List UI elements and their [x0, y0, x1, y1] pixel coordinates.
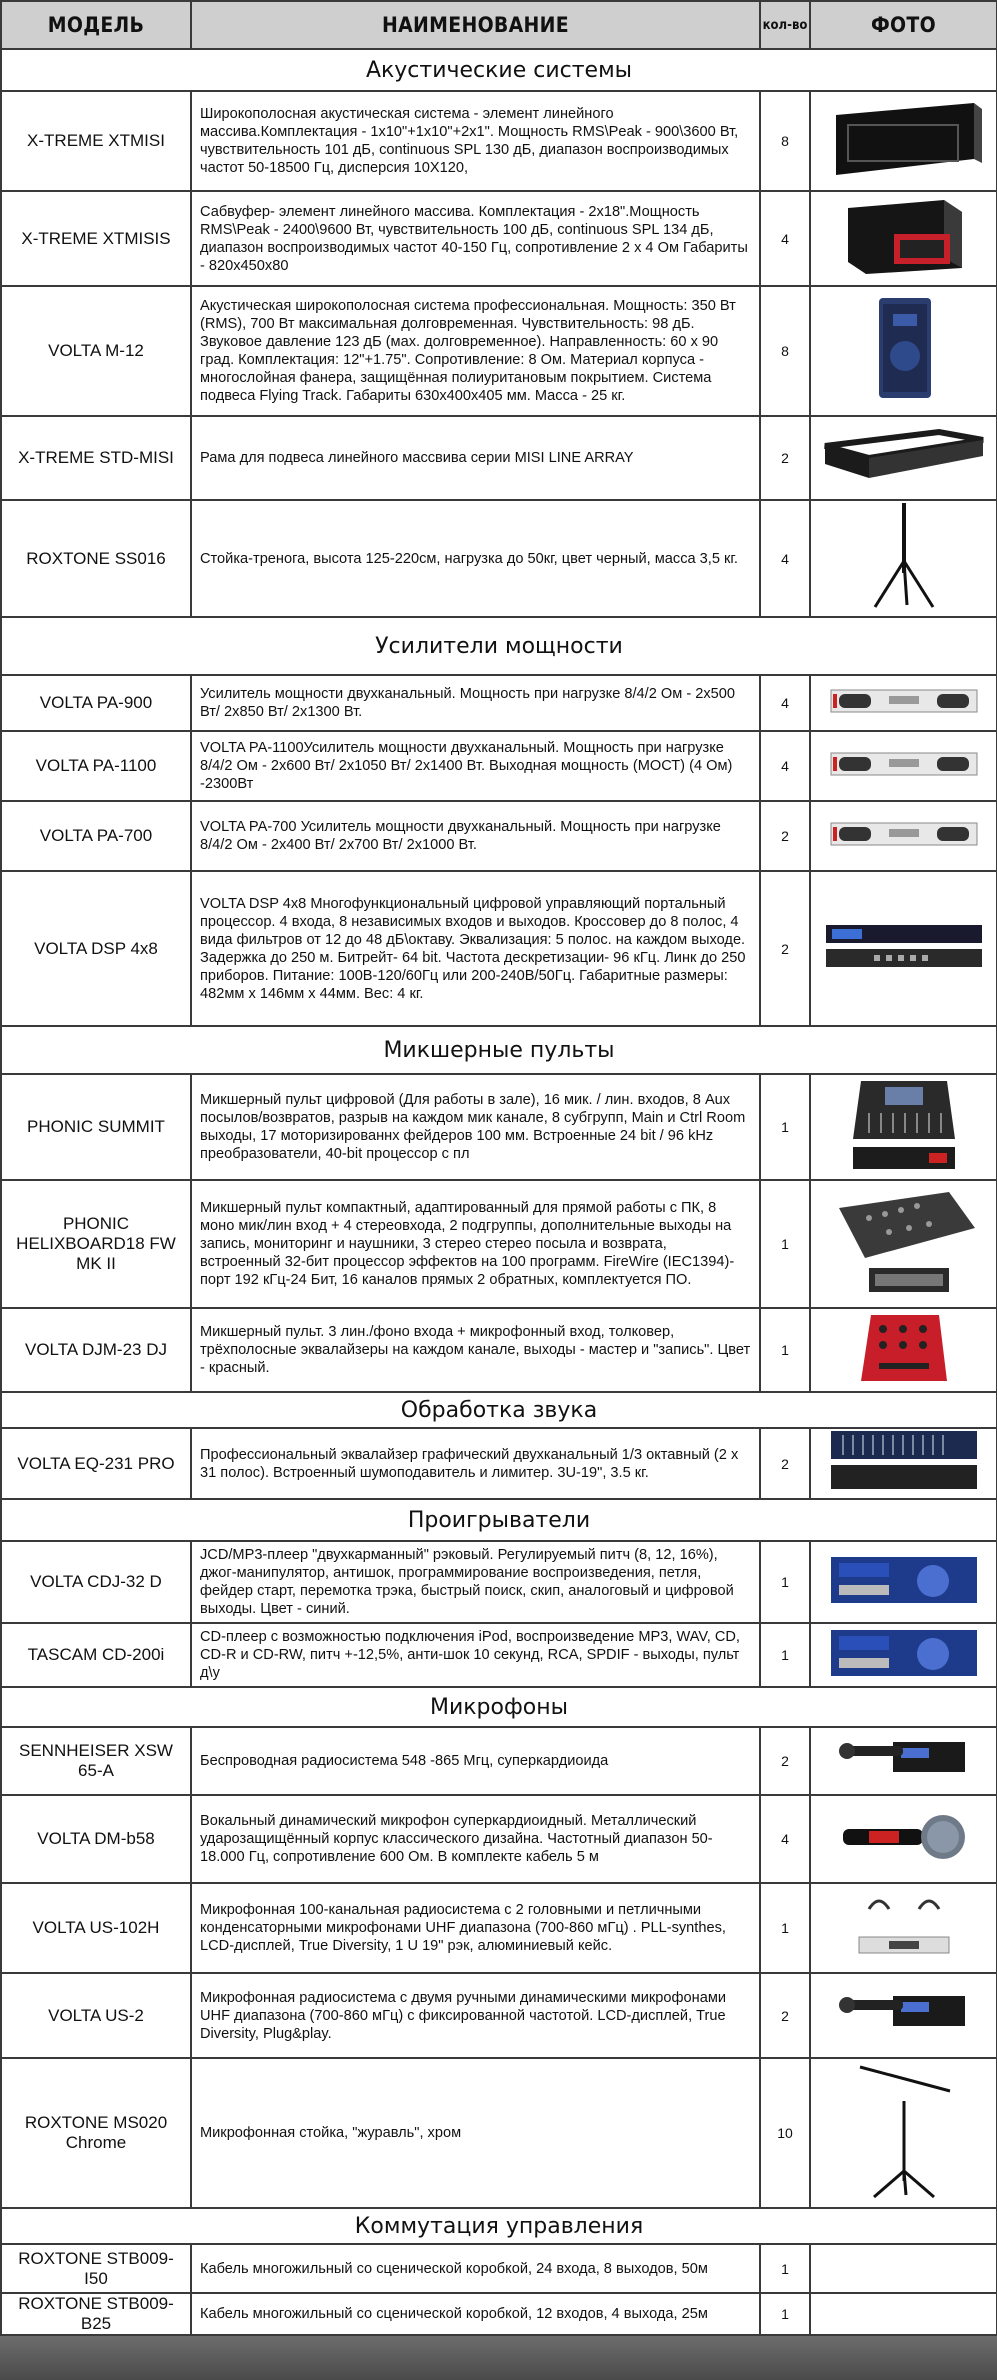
header-row — [1, 1, 997, 49]
qty-cell: 2 — [760, 1973, 810, 2058]
description-cell: Микшерный пульт компактный, адаптированный для прямой работы с ПК, 8 моно мик/лин вход + 4 стереовхода, 2 подгруппы, дополнительные выходы на запись, мониторинг и наушники, 3 стерео стерео посыла и возврата, встроенный 32-бит процессор эффектов на 100 программ. FireWire (IEC1394)-порт 192 кГц-24 Бит, 16 каналов прямых 2 обратных, комплектуется ПО. — [191, 1180, 760, 1308]
table-row — [1, 1623, 997, 1687]
header-photo: ФОТО — [810, 1, 997, 49]
qty-cell: 1 — [760, 2244, 810, 2293]
qty-cell: 2 — [760, 1428, 810, 1499]
model-cell: VOLTA PA-700 — [1, 801, 191, 871]
footer-bar — [0, 2336, 997, 2380]
model-cell: PHONIC SUMMIT — [1, 1074, 191, 1180]
qty-cell: 2 — [760, 801, 810, 871]
model-cell: VOLTA M-12 — [1, 286, 191, 416]
photo-cell — [810, 801, 997, 871]
description-cell: Профессиональный эквалайзер графический двухканальный 1/3 октавный (2 х 31 полос). Встроенный шумоподавитель и лимитер. 3U-19", 3.5 кг. — [191, 1428, 760, 1499]
description-cell: Акустическая широкополосная система профессиональная. Мощность: 350 Вт (RMS), 700 Вт максимальная долговременная. Чувствительность: 98 дБ. Звуковое давление 123 дБ (мах. долговременное). Направленность: 60 х 90 град. Комплектация: 12"+1.75". Сопротивление: 8 Ом. Материал корпуса - многослойная фанера, защищённая полиуритановым покрытием. Система подвеса Flying Track. Габариты 630х400х405 мм. Масса - 25 кг. — [191, 286, 760, 416]
wireless-mic-icon — [839, 1986, 969, 2045]
qty-cell: 2 — [760, 871, 810, 1026]
analog-mixer-icon — [829, 1188, 979, 1301]
qty-cell: 10 — [760, 2058, 810, 2208]
table-row — [1, 500, 997, 617]
wireless-mic-icon — [839, 1732, 969, 1791]
photo-cell — [810, 2058, 997, 2208]
section-row — [1, 1392, 997, 1428]
table-row — [1, 801, 997, 871]
model-cell: VOLTA PA-1100 — [1, 731, 191, 801]
table-row — [1, 1541, 997, 1623]
description-cell: VOLTA PA-1100Усилитель мощности двухканальный. Мощность при нагрузке 8/4/2 Ом - 2х600 Вт/ 2х1050 Вт/ 2х1400 Вт. Выходная мощность (МОСТ) (4 Ом) -2300Вт — [191, 731, 760, 801]
photo-cell — [810, 1074, 997, 1180]
table-row — [1, 1973, 997, 2058]
table-row — [1, 191, 997, 286]
qty-cell: 1 — [760, 1308, 810, 1392]
qty-cell: 1 — [760, 1180, 810, 1308]
model-cell: VOLTA CDJ-32 D — [1, 1541, 191, 1623]
table-row — [1, 1074, 997, 1180]
description-cell: Микшерный пульт. 3 лин./фоно входа + микрофонный вход, толковер, трёхполосные эквалайзеры на каждом канале, выходы - мастер и "запись". Цвет - красный. — [191, 1308, 760, 1392]
qty-cell: 4 — [760, 1795, 810, 1883]
qty-cell: 4 — [760, 191, 810, 286]
model-cell: PHONIC HELIXBOARD18 FW MK II — [1, 1180, 191, 1308]
photo-cell — [810, 1883, 997, 1973]
qty-cell: 2 — [760, 416, 810, 500]
model-cell: VOLTA EQ-231 PRO — [1, 1428, 191, 1499]
qty-cell: 8 — [760, 91, 810, 191]
table-row — [1, 416, 997, 500]
table-row — [1, 1308, 997, 1392]
photo-cell — [810, 1308, 997, 1392]
qty-cell: 1 — [760, 1541, 810, 1623]
model-cell: ROXTONE STB009-I50 — [1, 2244, 191, 2293]
qty-cell: 1 — [760, 1883, 810, 1973]
model-cell: ROXTONE MS020 Chrome — [1, 2058, 191, 2208]
photo-cell — [810, 675, 997, 731]
qty-cell: 4 — [760, 731, 810, 801]
header-name: НАИМЕНОВАНИЕ — [191, 1, 760, 49]
section-title: Микрофоны — [1, 1687, 997, 1727]
photo-cell — [810, 1428, 997, 1499]
mic-stand-icon — [854, 2061, 954, 2206]
qty-cell: 1 — [760, 1623, 810, 1687]
section-row — [1, 1499, 997, 1541]
table-row — [1, 675, 997, 731]
model-cell: X-TREME XTMISIS — [1, 191, 191, 286]
model-cell: TASCAM CD-200i — [1, 1623, 191, 1687]
description-cell: JCD/MP3-плеер "двухкарманный" рэковый. Регулируемый питч (8, 12, 16%), джог-манипулятор, антишок, программирование воспроизведения, петля, фейдер старт, перемотка трэка, быстрый поиск, скип, аналоговый и цифровой выходы. Цвет - синий. — [191, 1541, 760, 1623]
description-cell: Усилитель мощности двухканальный. Мощность при нагрузке 8/4/2 Ом - 2х500 Вт/ 2х850 Вт/ 2х1300 Вт. — [191, 675, 760, 731]
digital-mixer-icon — [849, 1077, 959, 1178]
model-cell: VOLTA DM-b58 — [1, 1795, 191, 1883]
photo-cell — [810, 416, 997, 500]
cd-player-icon — [829, 1553, 979, 1612]
dj-mixer-icon — [859, 1311, 949, 1390]
table-row — [1, 1428, 997, 1499]
rigging-frame-icon — [819, 424, 989, 493]
description-cell: Микрофонная стойка, "журавль", хром — [191, 2058, 760, 2208]
model-cell: VOLTA DJM-23 DJ — [1, 1308, 191, 1392]
section-row — [1, 1687, 997, 1727]
description-cell: Кабель многожильный со сценической коробкой, 12 входов, 4 выхода, 25м — [191, 2293, 760, 2335]
model-cell: VOLTA DSP 4x8 — [1, 871, 191, 1026]
description-cell: Кабель многожильный со сценической коробкой, 24 входа, 8 выходов, 50м — [191, 2244, 760, 2293]
description-cell: VOLTA DSP 4x8 Многофункциональный цифровой управляющий портальный процессор. 4 входа, 8 независимых входов и выходов. Кроссовер до 8 полос, 4 вида фильтров от 12 до 48 дБ\октаву. Эквализация: 5 полос. на каждом выходе. Задержка до 250 м. Битрейт- 64 bit. Частота дескретизации- 96 кГц. Линк до 250 приборов. Питание: 100В-120/60Гц или 200-240В/50Гц. Габаритные размеры: 482мм х 146мм х 44мм. Вес: 4 кг. — [191, 871, 760, 1026]
table-row — [1, 2058, 997, 2208]
headset-mic-icon — [849, 1889, 959, 1968]
vocal-mic-icon — [839, 1807, 969, 1872]
photo-cell — [810, 286, 997, 416]
model-cell: ROXTONE STB009-B25 — [1, 2293, 191, 2335]
photo-cell — [810, 500, 997, 617]
photo-cell — [810, 2293, 997, 2335]
section-title: Акустические системы — [1, 49, 997, 91]
table-row — [1, 1883, 997, 1973]
description-cell: Стойка-тренога, высота 125-220см, нагрузка до 50кг, цвет черный, масса 3,5 кг. — [191, 500, 760, 617]
section-title: Микшерные пульты — [1, 1026, 997, 1074]
section-row — [1, 49, 997, 91]
description-cell: Микшерный пульт цифровой (Для работы в зале), 16 мик. / лин. входов, 8 Aux посылов/возвратов, разрыв на каждом мик канале, 8 субгрупп, Main и Ctrl Room выходы, 17 моторизированнх фейдеров 100 мм. Встроенные 24 bit / 96 kHz преобразователи, 40-bit процессор с пл — [191, 1074, 760, 1180]
photo-cell — [810, 1727, 997, 1795]
section-row — [1, 2208, 997, 2244]
section-row — [1, 1026, 997, 1074]
qty-cell: 4 — [760, 500, 810, 617]
model-cell: X-TREME XTMISI — [1, 91, 191, 191]
table-row — [1, 871, 997, 1026]
description-cell: CD-плеер с возможностью подключения iPod, воспроизведение MP3, WAV, CD, CD-R и CD-RW, питч +-12,5%, анти-шок 10 секунд, RCA, SPDIF - выходы, пульт д\у — [191, 1623, 760, 1687]
photo-cell — [810, 871, 997, 1026]
table-row — [1, 1795, 997, 1883]
section-title: Проигрыватели — [1, 1499, 997, 1541]
description-cell: Рама для подвеса линейного массвива серии MISI LINE ARRAY — [191, 416, 760, 500]
dsp-processor-icon — [824, 921, 984, 976]
description-cell: Беспроводная радиосистема 548 -865 Мгц, суперкардиоида — [191, 1727, 760, 1795]
qty-cell: 8 — [760, 286, 810, 416]
photo-cell — [810, 2244, 997, 2293]
table-row — [1, 1180, 997, 1308]
model-cell: ROXTONE SS016 — [1, 500, 191, 617]
description-cell: Вокальный динамический микрофон суперкардиоидный. Металлический ударозащищённый корпус классического дизайна. Частотный диапазон 50-18.000 Гц, сопротивление 600 Ом. В комплекте кабель 5 м — [191, 1795, 760, 1883]
photo-cell — [810, 91, 997, 191]
description-cell: Микрофонная радиосистема с двумя ручными динамическими микрофонами UHF диапазона (700-860 мГц) с фиксированной частотой. LCD-дисплей, True Diversity, Plug&play. — [191, 1973, 760, 2058]
photo-cell — [810, 1973, 997, 2058]
photo-cell — [810, 731, 997, 801]
model-cell: VOLTA PA-900 — [1, 675, 191, 731]
subwoofer-icon — [834, 194, 974, 283]
photo-cell — [810, 191, 997, 286]
header-qty: кол-во — [760, 1, 810, 49]
model-cell: VOLTA US-102H — [1, 1883, 191, 1973]
photo-cell — [810, 1795, 997, 1883]
model-cell: SENNHEISER XSW 65-A — [1, 1727, 191, 1795]
section-title: Усилители мощности — [1, 617, 997, 675]
qty-cell: 1 — [760, 1074, 810, 1180]
amplifier-icon — [829, 749, 979, 784]
speaker-cabinet-icon — [869, 294, 939, 409]
description-cell: Широкополосная акустическая система - элемент линейного массива.Комплектация - 1х10"+1х10"+2х1". Мощность RMS\Peak - 900\3600 Вт, чувствительность 101 дБ, continuous SPL 130 дБ, диапазон воспроизводимых частот 50-18500 Гц, дисперсия 10Х120, — [191, 91, 760, 191]
photo-cell — [810, 1623, 997, 1687]
description-cell: Сабвуфер- элемент линейного массива. Комплектация - 2х18".Мощность RMS\Peak - 2400\9600 Вт, чувствительность 100 дБ, continuous SPL 134 дБ, диапазон воспроизводимых частот 40-150 Гц, сопротивление 2 х 4 Ом Габариты - 820х450х80 — [191, 191, 760, 286]
table-row — [1, 286, 997, 416]
table-row — [1, 91, 997, 191]
line-array-speaker-icon — [824, 97, 984, 186]
amplifier-icon — [829, 686, 979, 721]
equalizer-icon — [829, 1429, 979, 1498]
model-cell: X-TREME STD-MISI — [1, 416, 191, 500]
table-row — [1, 731, 997, 801]
section-row — [1, 617, 997, 675]
tripod-stand-icon — [869, 501, 939, 616]
section-title: Коммутация управления — [1, 2208, 997, 2244]
table-row — [1, 2244, 997, 2293]
qty-cell: 1 — [760, 2293, 810, 2335]
description-cell: Микрофонная 100-канальная радиосистема с 2 головными и петличными конденсаторными микрофонами UHF диапазона (700-860 мГц) . PLL-synthes, LCD-дисплей, True Diversity, 1 U 19" рэк, алюминиевый кейс. — [191, 1883, 760, 1973]
qty-cell: 2 — [760, 1727, 810, 1795]
description-cell: VOLTA PA-700 Усилитель мощности двухканальный. Мощность при нагрузке 8/4/2 Ом - 2х400 Вт/ 2х700 Вт/ 2х1000 Вт. — [191, 801, 760, 871]
model-cell: VOLTA US-2 — [1, 1973, 191, 2058]
photo-cell — [810, 1180, 997, 1308]
amplifier-icon — [829, 819, 979, 854]
table-row — [1, 1727, 997, 1795]
table-row — [1, 2293, 997, 2335]
qty-cell: 4 — [760, 675, 810, 731]
photo-cell — [810, 1541, 997, 1623]
header-model: МОДЕЛЬ — [1, 1, 191, 49]
section-title: Обработка звука — [1, 1392, 997, 1428]
cd-player-icon — [829, 1626, 979, 1685]
